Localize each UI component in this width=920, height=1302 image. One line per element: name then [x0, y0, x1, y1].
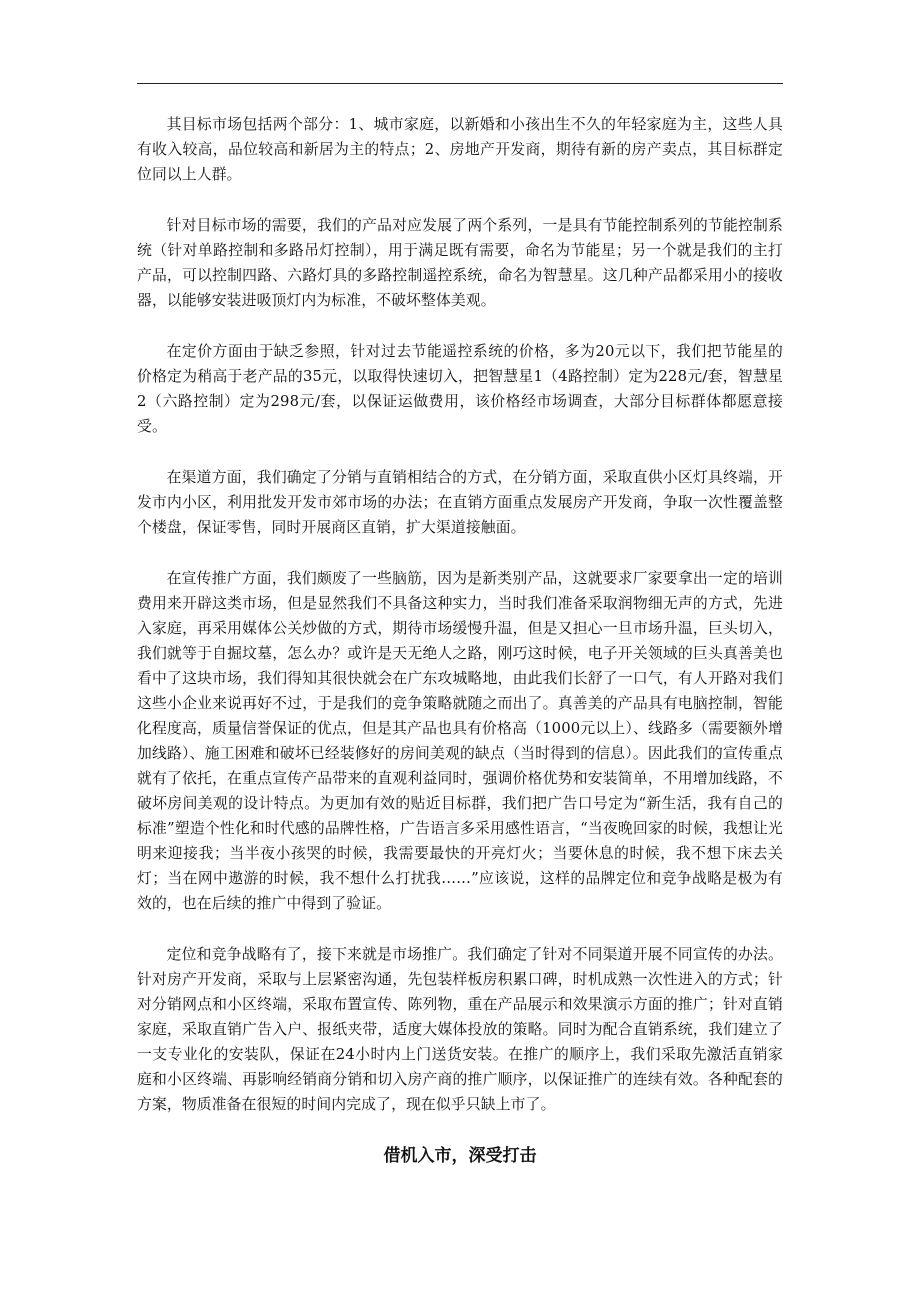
- paragraph-promotion: 在宣传推广方面，我们颇废了一些脑筋，因为是新类别产品，这就要求厂家要拿出一定的培训费用来开辟这类市场，但是显然我们不具备这种实力，当时我们准备采取润物细无声的方式，先进入家庭，再采用媒体公关炒做的方式，期待市场缓慢升温，但是又担心一旦市场升温，巨头切入，我们就等于自掘坟墓，怎么办？或许是天无绝人之路，刚巧这时候，电子开关领域的巨头真善美也看中了这块市场，我们得知其很快就会在广东攻城略地，由此我们长舒了一口气，有人开路对我们这些小企业来说再好不过，于是我们的竞争策略就随之而出了。真善美的产品具有电脑控制，智能化程度高，质量信誉保证的优点，但是其产品也具有价格高（1000元以上）、线路多（需要额外增加线路）、施工困难和破坏已经装修好的房间美观的缺点（当时得到的信息）。因此我们的宣传重点就有了依托，在重点宣传产品带来的直观利益同时，强调价格优势和安装简单，不用增加线路，不破坏房间美观的设计特点。为更加有效的贴近目标群，我们把广告口号定为“新生活，我有自己的标准”塑造个性化和时代感的品牌性格，广告语言多采用感性语言，“当夜晚回家的时候，我想让光明来迎接我；当半夜小孩哭的时候，我需要最快的开亮灯火；当要休息的时候，我不想下床去关灯；当在网中遨游的时候，我不想什么打扰我……”应该说，这样的品牌定位和竞争战略是极为有效的，也在后续的推广中得到了验证。: [137, 570, 783, 912]
- paragraph-target-market: 其目标市场包括两个部分：1、城市家庭，以新婚和小孩出生不久的年轻家庭为主，这些人具有收入较高，品位较高和新居为主的特点；2、房地产开发商，期待有新的房产卖点，其目标群定位同以上人群。: [137, 116, 783, 183]
- paragraph-market-rollout: 定位和竞争战略有了，接下来就是市场推广。我们确定了针对不同渠道开展不同宣传的办法。针对房产开发商，采取与上层紧密沟通，先包装样板房积累口碑，时机成熟一次性进入的方式；针对分销网点和小区终端，采取布置宣传、陈列物，重在产品展示和效果演示方面的推广；针对直销家庭，采取直销广告入户、报纸夹带，适度大媒体投放的策略。同时为配合直销系统，我们建立了一支专业化的安装队，保证在24小时内上门送货安装。在推广的顺序上，我们采取先激活直销家庭和小区终端、再影响经销商分销和切入房产商的推广顺序，以保证推广的连续有效。各种配套的方案，物质准备在很短的时间内完成了，现在似乎只缺上市了。: [137, 946, 783, 1113]
- document-body: [137, 112, 783, 1169]
- paragraph-pricing: 在定价方面由于缺乏参照，针对过去节能遥控系统的价格，多为20元以下，我们把节能星的价格定为稍高于老产品的35元，以取得快速切入，把智慧星1（4路控制）定为228元/套，智慧星2（六路控制）定为298元/套，以保证运做费用，该价格经市场调查，大部分目标群体都愿意接受。: [137, 343, 783, 435]
- paragraph-product-series: 针对目标市场的需要，我们的产品对应发展了两个系列，一是具有节能控制系列的节能控制系统（针对单路控制和多路吊灯控制），用于满足既有需要，命名为节能星；另一个就是我们的主打产品，可以控制四路、六路灯具的多路控制遥控系统，命名为智慧星。这几种产品都采用小的接收器，以能够安装进吸顶灯内为标准，不破坏整体美观。: [137, 217, 783, 309]
- section-heading: 借机入市，深受打击: [383, 1146, 537, 1166]
- paragraph-channels: 在渠道方面，我们确定了分销与直销相结合的方式，在分销方面，采取直供小区灯具终端，开发市内小区，利用批发开发市郊市场的办法；在直销方面重点发展房产开发商，争取一次性覆盖整个楼盘，保证零售，同时开展商区直销，扩大渠道接触面。: [137, 469, 783, 536]
- header-rule: [137, 83, 783, 84]
